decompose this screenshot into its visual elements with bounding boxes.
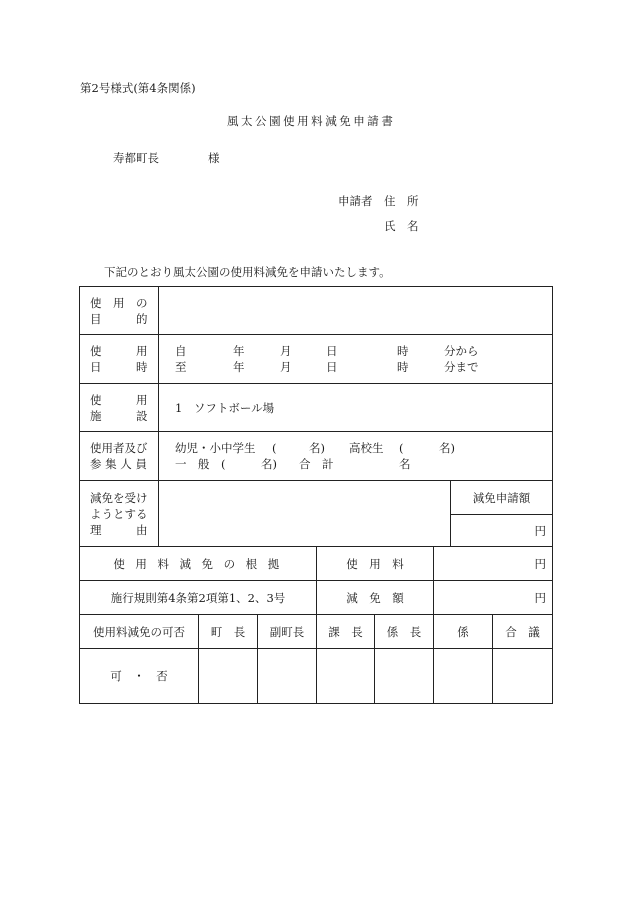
users-field[interactable] <box>159 432 553 481</box>
basis-label: 使 用 料 減 免 の 根 拠 <box>80 547 317 581</box>
general-open: ( <box>221 457 226 471</box>
rule-text: 施行規則第4条第2項第1、2、3号 <box>80 581 317 615</box>
to-minute: 分まで <box>444 360 479 374</box>
to-hour: 時 <box>397 360 409 374</box>
children-open: ( <box>272 441 277 455</box>
to-month: 月 <box>280 360 292 374</box>
application-table <box>79 286 553 704</box>
from-month: 月 <box>280 344 292 358</box>
applicant-name-label: 氏 名 <box>384 219 419 233</box>
header-section-chief: 課 長 <box>317 615 375 649</box>
stamp-staff[interactable] <box>434 649 493 704</box>
approval-header-row <box>80 615 553 649</box>
applicant-address-label: 住 所 <box>384 194 419 208</box>
from-year: 年 <box>233 344 245 358</box>
total-label: 合 計 <box>299 457 334 471</box>
from-minute: 分から <box>444 344 479 358</box>
addressee-name: 寿都町長 <box>113 151 159 165</box>
datetime-label: 使 用 日 時 <box>80 335 159 384</box>
general-label: 一 般 <box>175 457 210 471</box>
purpose-label: 使 用 の 目 的 <box>80 287 159 335</box>
applicant-label: 申請者 <box>338 194 373 208</box>
purpose-field[interactable] <box>159 287 553 335</box>
datetime-row <box>80 335 553 384</box>
header-deputy-mayor: 副町長 <box>258 615 317 649</box>
reason-row <box>80 481 553 515</box>
approval-label: 使用料減免の可否 <box>80 615 199 649</box>
reason-label: 減免を受け ようとする 理 由 <box>80 481 159 547</box>
facility-row <box>80 384 553 432</box>
basis-row <box>80 547 553 581</box>
from-day: 日 <box>326 344 338 358</box>
addressee-honorific: 様 <box>208 151 220 165</box>
header-staff: 係 <box>434 615 493 649</box>
intro-text: 下記のとおり風太公園の使用料減免を申請いたします。 <box>104 265 391 279</box>
facility-field[interactable]: 1 ソフトボール場 <box>159 384 553 432</box>
stamp-mayor[interactable] <box>199 649 258 704</box>
reason-field[interactable] <box>159 481 451 547</box>
header-subsection-chief: 係 長 <box>375 615 434 649</box>
requested-amount-label: 減免申請額 <box>451 481 553 515</box>
stamp-consultation[interactable] <box>493 649 553 704</box>
header-mayor: 町 長 <box>199 615 258 649</box>
to-year: 年 <box>233 360 245 374</box>
fee-field[interactable]: 円 <box>434 547 553 581</box>
highschool-label: 高校生 <box>349 441 384 455</box>
rule-row <box>80 581 553 615</box>
facility-label: 使 用 施 設 <box>80 384 159 432</box>
stamp-deputy-mayor[interactable] <box>258 649 317 704</box>
general-close: 名) <box>261 457 277 471</box>
stamp-subsection-chief[interactable] <box>375 649 434 704</box>
users-row <box>80 432 553 481</box>
from-hour: 時 <box>397 344 409 358</box>
document-title: 風太公園使用料減免申請書 <box>227 114 396 128</box>
approval-decision[interactable]: 可 ・ 否 <box>80 649 199 704</box>
form-number: 第2号様式(第4条関係) <box>80 81 196 95</box>
total-unit: 名 <box>399 457 411 471</box>
approval-stamp-row <box>80 649 553 704</box>
users-label: 使用者及び 参 集 人 員 <box>80 432 159 481</box>
to-label: 至 <box>175 360 187 374</box>
datetime-field[interactable] <box>159 335 553 384</box>
to-day: 日 <box>326 360 338 374</box>
children-close: 名) <box>309 441 325 455</box>
from-label: 自 <box>175 344 187 358</box>
purpose-row <box>80 287 553 335</box>
header-consultation: 合 議 <box>493 615 553 649</box>
fee-label: 使 用 料 <box>317 547 434 581</box>
stamp-section-chief[interactable] <box>317 649 375 704</box>
children-label: 幼児・小中学生 <box>175 441 256 455</box>
exempt-amount-label: 減 免 額 <box>317 581 434 615</box>
requested-amount-field[interactable]: 円 <box>451 515 553 547</box>
highschool-open: ( <box>399 441 404 455</box>
highschool-close: 名) <box>439 441 455 455</box>
exempt-amount-field[interactable]: 円 <box>434 581 553 615</box>
